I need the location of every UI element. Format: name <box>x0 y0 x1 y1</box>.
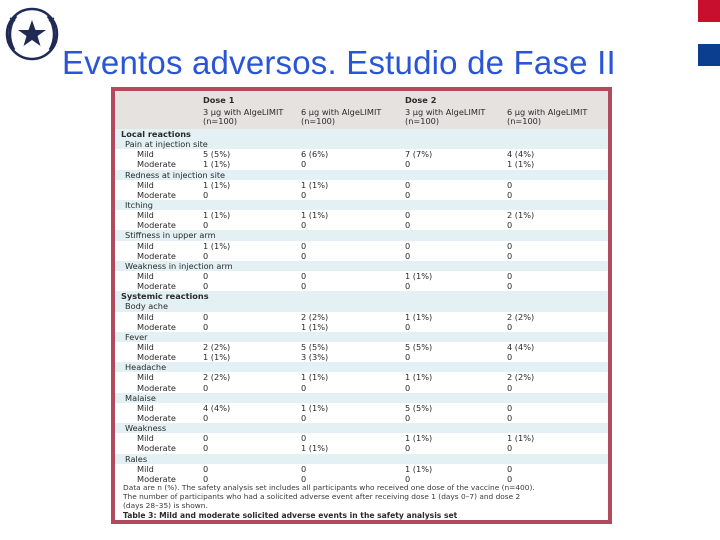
row-label: Rales <box>125 453 148 464</box>
row-label: Redness at injection site <box>125 169 226 180</box>
group-header: 3 µg with AlgeLIMIT (n=100) <box>405 107 486 126</box>
table-cell: 0 <box>203 281 209 292</box>
table-cell: 0 <box>203 220 209 231</box>
table-row <box>115 220 608 230</box>
table-cell: 1 (1%) <box>203 179 231 190</box>
table-cell: 2 (2%) <box>507 311 535 322</box>
table-cell: 0 <box>507 463 513 474</box>
table-cell: 7 (7%) <box>405 149 433 160</box>
table-cell: 0 <box>507 270 513 281</box>
table-cell: 0 <box>507 412 513 423</box>
table-cell: 0 <box>203 473 209 484</box>
row-label: Weakness <box>125 423 167 434</box>
table-cell: 0 <box>405 473 411 484</box>
table-cell: 1 (1%) <box>203 210 231 221</box>
table-row <box>115 342 608 352</box>
table-cell: 1 (1%) <box>507 433 535 444</box>
table-cell: 1 (1%) <box>405 372 433 383</box>
row-label: Mild <box>137 402 154 413</box>
table-cell: 0 <box>301 463 307 474</box>
row-label: Stiffness in upper arm <box>125 230 216 241</box>
slide-title: Eventos adversos. Estudio de Fase II <box>62 44 616 81</box>
table-cell: 1 (1%) <box>301 321 329 332</box>
table-cell: 0 <box>203 270 209 281</box>
adverse-events-table <box>115 91 608 520</box>
group-header: 6 µg with AlgeLIMIT (n=100) <box>507 107 588 126</box>
footnote-line: (days 28–35) is shown. <box>123 501 208 510</box>
row-label: Mild <box>137 179 154 190</box>
category-row <box>115 423 608 433</box>
row-label: Mild <box>137 210 154 221</box>
row-label: Body ache <box>125 301 169 312</box>
table-cell: 0 <box>405 321 411 332</box>
row-label: Mild <box>137 240 154 251</box>
table-cell: 0 <box>301 412 307 423</box>
table-row <box>115 443 608 453</box>
category-row <box>115 139 608 149</box>
table-row <box>115 241 608 251</box>
row-label: Weakness in injection arm <box>125 260 233 271</box>
table-cell: 0 <box>405 220 411 231</box>
row-label: Mild <box>137 341 154 352</box>
table-row <box>115 159 608 169</box>
table-row <box>115 251 608 261</box>
table-cell: 2 (2%) <box>203 341 231 352</box>
table-cell: 1 (1%) <box>405 270 433 281</box>
table-row <box>115 464 608 474</box>
table-cell: 0 <box>203 189 209 200</box>
table-row <box>115 271 608 281</box>
row-label: Moderate <box>137 189 176 200</box>
row-label: Systemic reactions <box>121 291 209 302</box>
table-cell: 0 <box>301 189 307 200</box>
table-cell: 0 <box>301 473 307 484</box>
row-label: Mild <box>137 311 154 322</box>
table-cell: 4 (4%) <box>203 402 231 413</box>
table-cell: 0 <box>301 159 307 170</box>
table-cell: 1 (1%) <box>301 443 329 454</box>
category-row <box>115 301 608 311</box>
table-cell: 0 <box>507 281 513 292</box>
row-label: Moderate <box>137 321 176 332</box>
table-cell: 0 <box>405 250 411 261</box>
row-label: Headache <box>125 362 167 373</box>
category-row <box>115 170 608 180</box>
table-cell: 0 <box>405 443 411 454</box>
row-label: Moderate <box>137 473 176 484</box>
table-cell: 0 <box>405 382 411 393</box>
table-cell: 1 (1%) <box>301 372 329 383</box>
table-cell: 1 (1%) <box>203 240 231 251</box>
category-row <box>115 332 608 342</box>
table-image-frame <box>111 87 612 524</box>
table-row <box>115 190 608 200</box>
table-cell: 0 <box>301 382 307 393</box>
table-cell: 0 <box>301 240 307 251</box>
category-row <box>115 393 608 403</box>
table-cell: 0 <box>203 433 209 444</box>
table-cell: 0 <box>203 250 209 261</box>
row-label: Moderate <box>137 159 176 170</box>
table-cell: 0 <box>507 321 513 332</box>
table-cell: 0 <box>203 382 209 393</box>
table-row <box>115 149 608 159</box>
table-cell: 0 <box>507 473 513 484</box>
row-label: Moderate <box>137 382 176 393</box>
table-header <box>115 91 608 130</box>
table-cell: 5 (5%) <box>301 341 329 352</box>
table-cell: 5 (5%) <box>405 402 433 413</box>
section-row <box>115 291 608 301</box>
dose1-header: Dose 1 <box>203 95 235 105</box>
table-cell: 0 <box>405 210 411 221</box>
row-label: Mild <box>137 433 154 444</box>
table-cell: 0 <box>203 443 209 454</box>
table-cell: 6 (6%) <box>301 149 329 160</box>
table-cell: 0 <box>203 412 209 423</box>
table-cell: 0 <box>405 189 411 200</box>
row-label: Mild <box>137 149 154 160</box>
category-row <box>115 362 608 372</box>
flag-blue-block <box>698 44 720 66</box>
row-label: Malaise <box>125 392 156 403</box>
table-caption: Table 3: Mild and moderate solicited adverse events in the safety analysis set <box>123 511 458 520</box>
category-row <box>115 230 608 240</box>
star-wreath-emblem-icon <box>4 4 60 66</box>
row-label: Mild <box>137 270 154 281</box>
row-label: Moderate <box>137 220 176 231</box>
table-cell: 0 <box>507 240 513 251</box>
table-cell: 0 <box>203 311 209 322</box>
table-cell: 1 (1%) <box>203 159 231 170</box>
table-cell: 0 <box>301 220 307 231</box>
table-cell: 0 <box>301 281 307 292</box>
table-cell: 0 <box>507 402 513 413</box>
table-cell: 1 (1%) <box>405 463 433 474</box>
group-header: 3 µg with AlgeLIMIT (n=100) <box>203 107 284 126</box>
row-label: Moderate <box>137 412 176 423</box>
corner-flag-decoration <box>698 0 720 66</box>
row-label: Moderate <box>137 281 176 292</box>
table-row <box>115 281 608 291</box>
section-row <box>115 129 608 139</box>
table-cell: 4 (4%) <box>507 149 535 160</box>
table-cell: 4 (4%) <box>507 341 535 352</box>
table-cell: 0 <box>203 463 209 474</box>
row-label: Itching <box>125 199 153 210</box>
table-row <box>115 322 608 332</box>
table-cell: 0 <box>301 250 307 261</box>
table-cell: 0 <box>507 443 513 454</box>
table-cell: 0 <box>507 382 513 393</box>
table-cell: 0 <box>507 220 513 231</box>
row-label: Moderate <box>137 250 176 261</box>
row-label: Pain at injection site <box>125 139 208 150</box>
table-cell: 1 (1%) <box>405 433 433 444</box>
table-row <box>115 352 608 362</box>
table-cell: 0 <box>405 412 411 423</box>
table-cell: 0 <box>405 179 411 190</box>
table-cell: 3 (3%) <box>301 352 329 363</box>
table-row <box>115 210 608 220</box>
table-cell: 0 <box>203 321 209 332</box>
table-cell: 1 (1%) <box>405 311 433 322</box>
footnote-line: The number of participants who had a solicited adverse event after receiving dose 1 (days 0–7) and dose 2 <box>123 492 521 501</box>
table-cell: 1 (1%) <box>301 402 329 413</box>
dose2-header: Dose 2 <box>405 95 437 105</box>
table-body <box>115 129 608 484</box>
table-cell: 2 (2%) <box>203 372 231 383</box>
table-cell: 0 <box>405 240 411 251</box>
table-cell: 0 <box>301 433 307 444</box>
table-cell: 1 (1%) <box>507 159 535 170</box>
table-row <box>115 180 608 190</box>
table-cell: 0 <box>405 281 411 292</box>
table-cell: 5 (5%) <box>405 341 433 352</box>
category-row <box>115 454 608 464</box>
table-cell: 0 <box>405 352 411 363</box>
flag-red-block <box>698 0 720 22</box>
table-row <box>115 403 608 413</box>
table-cell: 0 <box>507 352 513 363</box>
table-cell: 0 <box>301 270 307 281</box>
table-row <box>115 383 608 393</box>
table-cell: 5 (5%) <box>203 149 231 160</box>
table-row <box>115 433 608 443</box>
footnote-line: Data are n (%). The safety analysis set includes all participants who received one dose of the vaccine (n=400). <box>123 483 535 492</box>
table-cell: 1 (1%) <box>203 352 231 363</box>
category-row <box>115 200 608 210</box>
table-row <box>115 413 608 423</box>
table-cell: 1 (1%) <box>301 210 329 221</box>
table-cell: 2 (2%) <box>507 372 535 383</box>
table-row <box>115 312 608 322</box>
table-cell: 2 (2%) <box>301 311 329 322</box>
table-cell: 0 <box>507 179 513 190</box>
table-cell: 0 <box>507 189 513 200</box>
table-row <box>115 372 608 382</box>
row-label: Mild <box>137 463 154 474</box>
table-cell: 0 <box>507 250 513 261</box>
table-cell: 0 <box>405 159 411 170</box>
table-footnote <box>123 483 603 510</box>
row-label: Local reactions <box>121 129 191 139</box>
row-label: Mild <box>137 372 154 383</box>
row-label: Moderate <box>137 443 176 454</box>
row-label: Moderate <box>137 352 176 363</box>
row-label: Fever <box>125 331 148 342</box>
group-header: 6 µg with AlgeLIMIT (n=100) <box>301 107 382 126</box>
category-row <box>115 261 608 271</box>
table-cell: 2 (1%) <box>507 210 535 221</box>
table-cell: 1 (1%) <box>301 179 329 190</box>
